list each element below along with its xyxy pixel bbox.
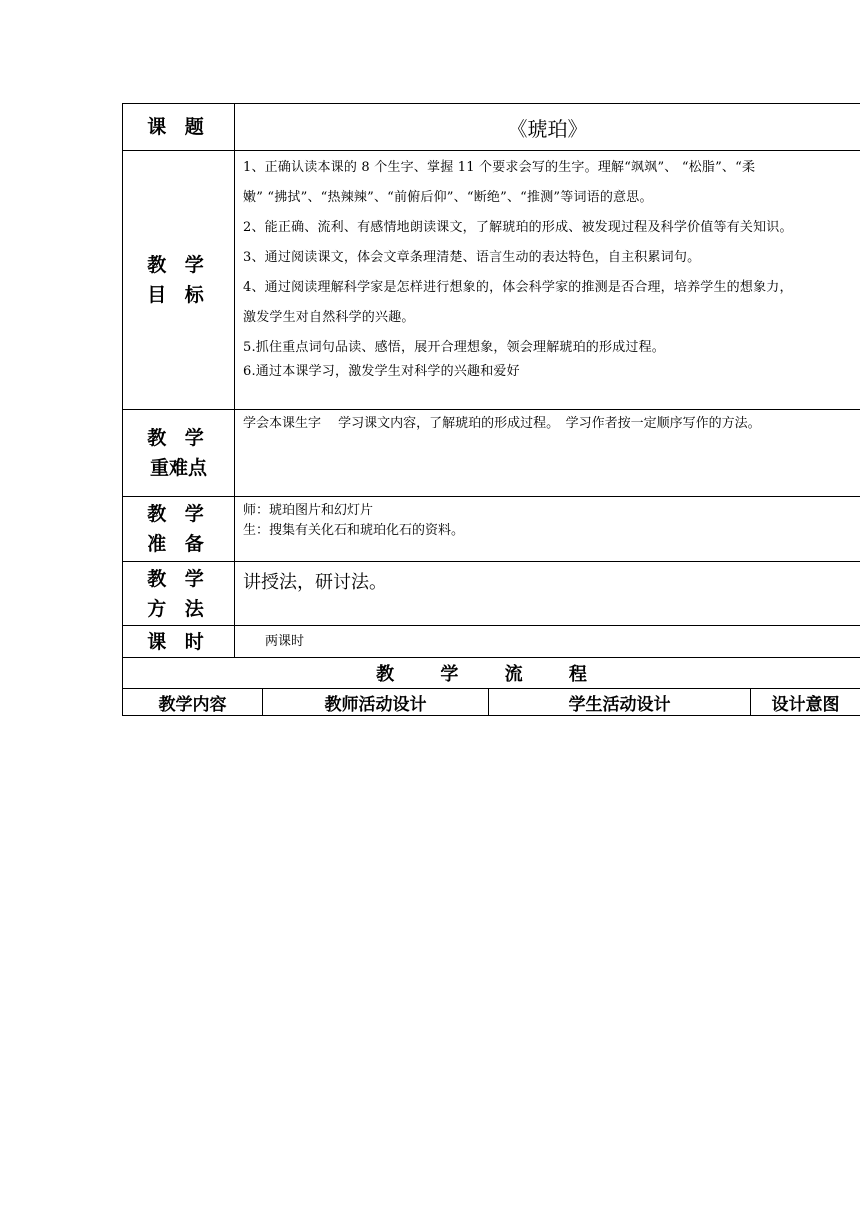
title-label: 课 题: [123, 104, 235, 151]
goal-line: 2、能正确、流利、有感情地朗读课文，了解琥珀的形成、被发现过程及科学价值等有关知识。: [243, 220, 793, 235]
goal-line: 3、通过阅读课文，体会文章条理清楚、语言生动的表达特色，自主积累词句。: [243, 250, 701, 265]
method-label: 教 学 方 法: [123, 562, 235, 626]
flow-column-header: 教学内容: [123, 689, 263, 716]
goal-line: 5.抓住重点词句品读、感悟，展开合理想象，领会理解琥珀的形成过程。: [243, 340, 666, 355]
goals-label: 教 学 目 标: [123, 151, 235, 410]
prep-line: 师：琥珀图片和幻灯片: [243, 503, 374, 518]
hours-label: 课 时: [123, 626, 235, 658]
method-text: 讲授法，研讨法。: [235, 562, 860, 626]
flow-column-header: 教师活动设计: [263, 689, 489, 716]
goal-line: 激发学生对自然科学的兴趣。: [243, 310, 415, 325]
hours-value: [235, 626, 860, 658]
prep-text: [235, 497, 860, 562]
goal-line: 6.通过本课学习，激发学生对科学的兴趣和爱好: [243, 364, 520, 379]
goal-line: 4、通过阅读理解科学家是怎样进行想象的，体会科学家的推测是否合理，培养学生的想象力，: [243, 280, 793, 295]
lesson-title: 《琥珀》: [235, 104, 860, 151]
difficulty-text: 学会本课生字 学习课文内容，了解琥珀的形成过程。 学习作者按一定顺序写作的方法。: [235, 410, 860, 497]
lesson-plan-table: [122, 103, 860, 716]
lesson-plan: [122, 103, 860, 716]
difficulty-label: 教 学 重难点: [123, 410, 235, 497]
flow-column-header: 学生活动设计: [489, 689, 751, 716]
flow-title: 教 学 流 程: [123, 658, 860, 689]
goals-text: [235, 151, 860, 410]
prep-label: 教 学 准 备: [123, 497, 235, 562]
goal-line: 1、正确认读本课的 8 个生字、掌握 11 个要求会写的生字。理解“飒飒”、 “松脂”、“柔: [243, 160, 756, 175]
hours-text: 两课时: [265, 633, 305, 649]
goal-line: 嫩” “拂拭”、“热辣辣”、“前俯后仰”、“断绝”、“推测”等词语的意思。: [243, 190, 653, 205]
flow-column-header: 设计意图: [751, 689, 860, 716]
prep-line: 生：搜集有关化石和琥珀化石的资料。: [243, 523, 465, 538]
